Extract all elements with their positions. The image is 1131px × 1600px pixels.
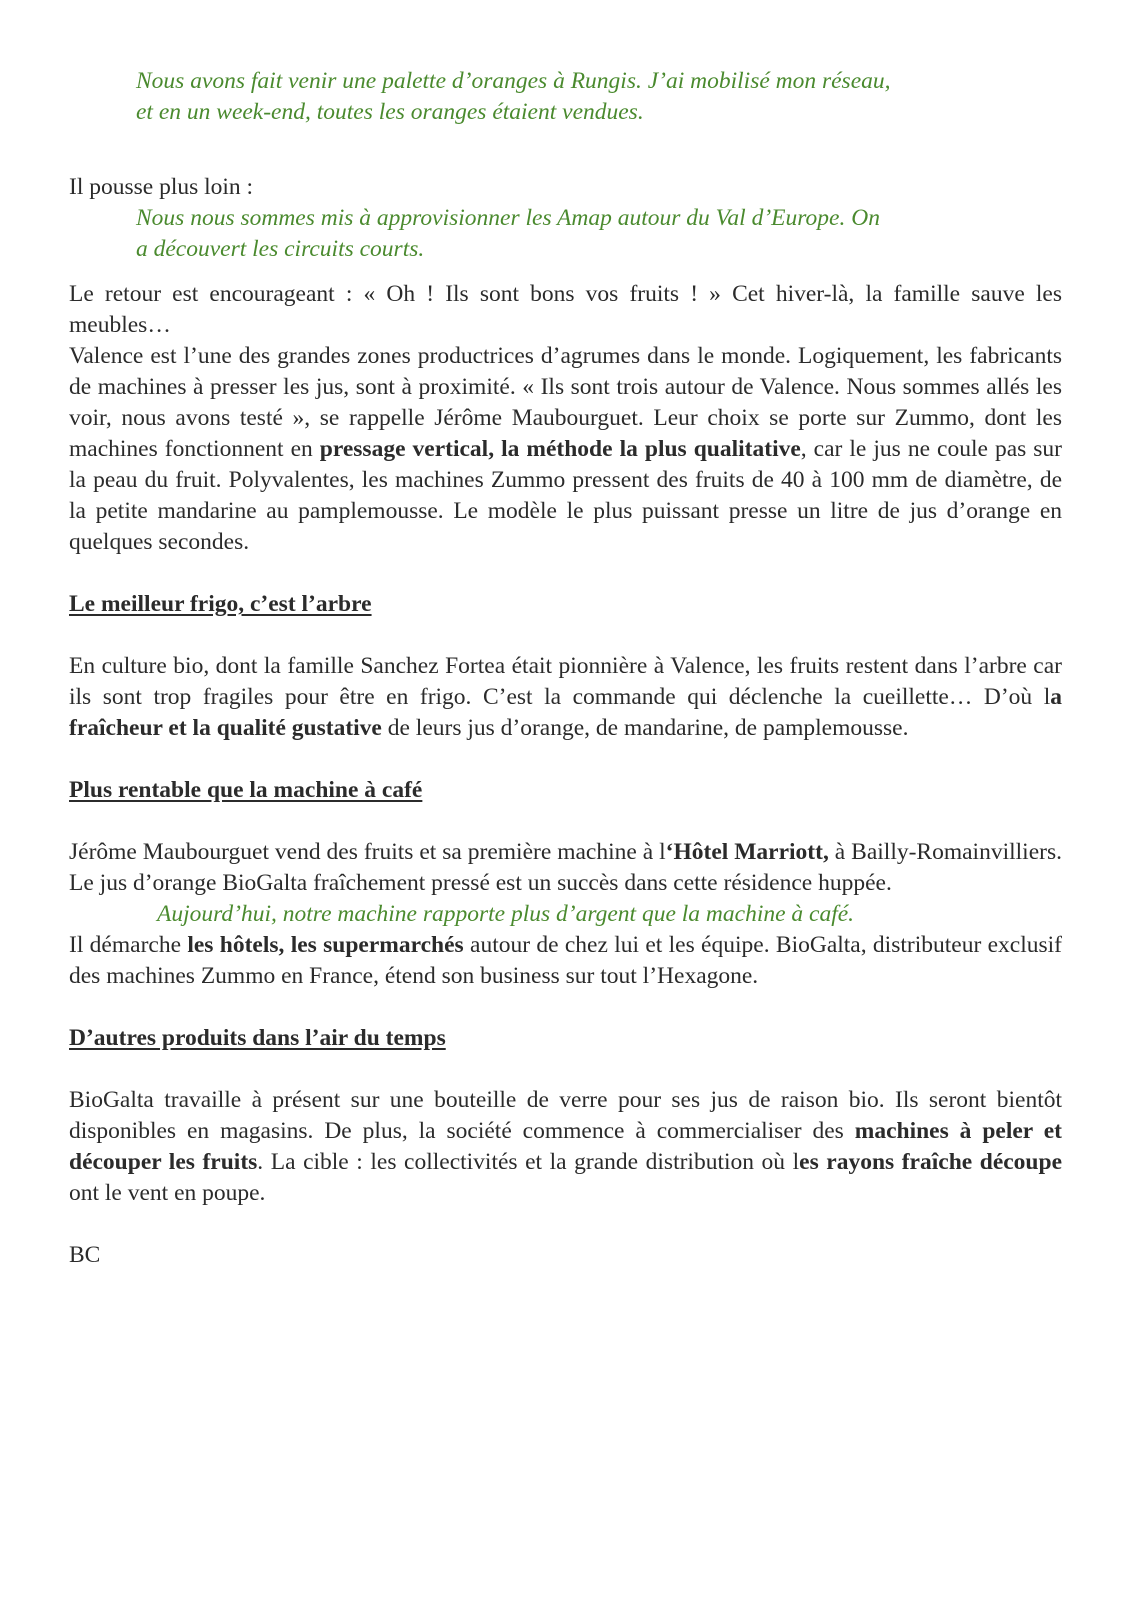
text-run: Jérôme Maubourguet vend des fruits et sa première machine à l bbox=[69, 839, 666, 865]
signature: BC bbox=[69, 1242, 101, 1268]
text-run: ont le vent en poupe. bbox=[69, 1180, 266, 1206]
bold-run: ‘Hôtel Marriott, bbox=[665, 839, 829, 865]
quote-line: Nous nous sommes mis à approvisionner les Amap autour du Val d’Europe. On bbox=[136, 205, 880, 231]
quote-machine-cafe: Aujourd’hui, notre machine rapporte plus d’argent que la machine à café. bbox=[157, 901, 855, 927]
paragraph-marriott bbox=[69, 837, 1062, 899]
text-run: autour de chez lui et les équipe. BioGalta, distributeur exclusif des machines Zummo en France, étend son business sur tout l’Hexagone. bbox=[69, 932, 1062, 989]
quote-amap bbox=[136, 203, 987, 265]
bold-run: les hôtels, les supermarchés bbox=[187, 932, 464, 958]
text-run: de leurs jus d’orange, de mandarine, de pamplemousse. bbox=[381, 715, 909, 741]
paragraph-bouteille bbox=[69, 1085, 1062, 1209]
text-run: à Bailly-Romainvilliers. Le jus d’orange BioGalta fraîchement pressé est un succès dans cette résidence huppée. bbox=[69, 839, 1062, 896]
paragraph-culture-bio bbox=[69, 651, 1062, 744]
intro-line: Il pousse plus loin : bbox=[69, 174, 254, 200]
paragraph-retour: Le retour est encourageant : « Oh ! Ils sont bons vos fruits ! » Cet hiver-là, la famille sauve les meubles… bbox=[69, 281, 1062, 338]
quote-line: Nous avons fait venir une palette d’oranges à Rungis. J’ai mobilisé mon réseau, bbox=[136, 68, 891, 94]
paragraph-demarche bbox=[69, 930, 1062, 992]
bold-run: es rayons fraîche découpe bbox=[799, 1149, 1063, 1175]
paragraph-valence bbox=[69, 341, 1062, 558]
text-run: , car le jus ne coule pas sur la peau du fruit. Polyvalentes, les machines Zummo pressent des fruits de 40 à 100 mm de diamètre, de la petite mandarine au pamplemousse. Le modèle le plus puissant presse un litre de jus d’orange en quelques secondes. bbox=[69, 436, 1063, 555]
quote-line: a découvert les circuits courts. bbox=[136, 236, 425, 262]
bold-run: machines à peler et découper les fruits bbox=[69, 1118, 1062, 1175]
section-heading-frigo: Le meilleur frigo, c’est l’arbre bbox=[69, 591, 372, 617]
text-run: . La cible : les collectivités et la grande distribution où l bbox=[257, 1149, 800, 1175]
quote-rungis bbox=[136, 66, 987, 128]
text-run: En culture bio, dont la famille Sanchez Fortea était pionnière à Valence, les fruits restent dans l’arbre car ils sont trop fragiles pour être en frigo. C’est la commande qui déclenche la cueillette… D’où l bbox=[69, 653, 1062, 710]
text-run: BioGalta travaille à présent sur une bouteille de verre pour ses jus de raison bio. Ils seront bientôt disponibles en magasins. De plus, la société commence à commercialiser des bbox=[69, 1087, 1062, 1144]
section-heading-rentable: Plus rentable que la machine à café bbox=[69, 777, 423, 803]
text-run: Il démarche bbox=[69, 932, 188, 958]
text-run: Valence est l’une des grandes zones productrices d’agrumes dans le monde. Logiquement, les fabricants de machines à presser les jus, sont à proximité. « Ils sont trois autour de Valence. Nous sommes allés les voir, nous avons testé », se rappelle Jérôme Maubourguet. Leur choix se porte sur Zummo, dont les machines fonctionnent en bbox=[69, 343, 1062, 462]
bold-run: a fraîcheur et la qualité gustative bbox=[69, 684, 1062, 741]
quote-line: et en un week-end, toutes les oranges étaient vendues. bbox=[136, 99, 644, 125]
section-heading-produits: D’autres produits dans l’air du temps bbox=[69, 1025, 446, 1051]
bold-run: pressage vertical, la méthode la plus qualitative bbox=[319, 436, 801, 462]
